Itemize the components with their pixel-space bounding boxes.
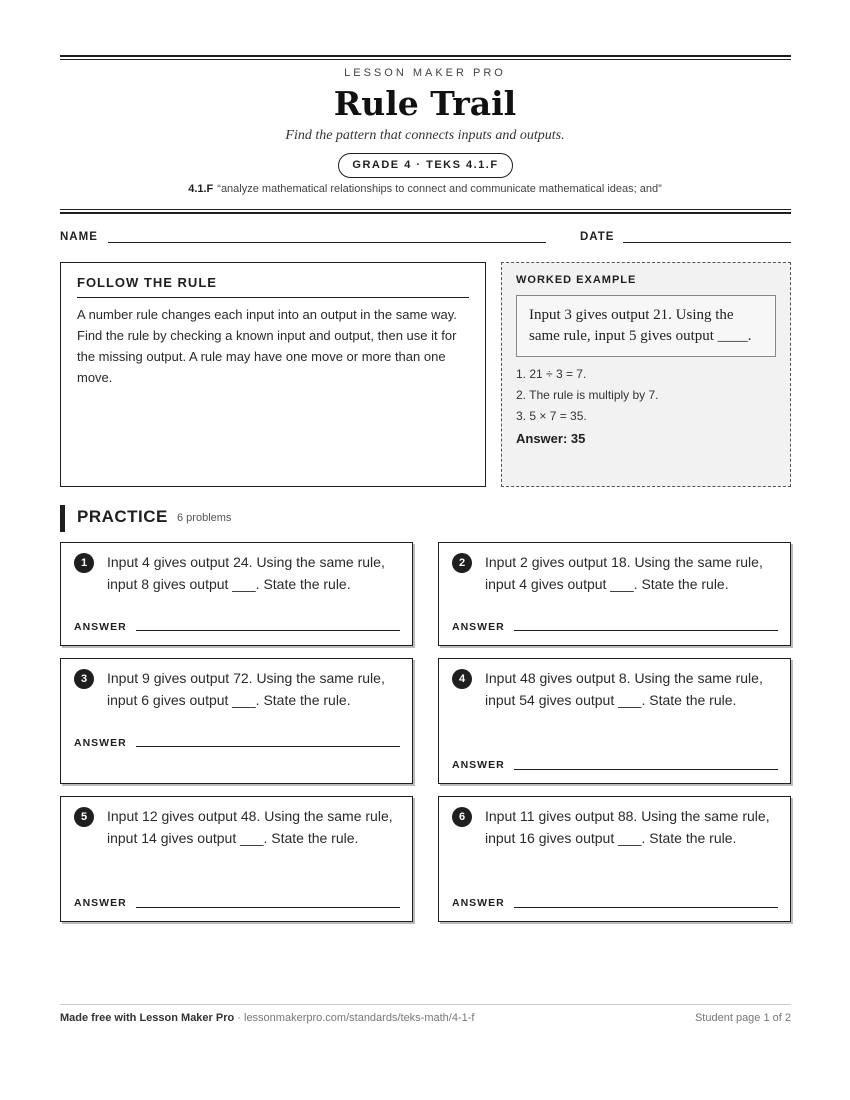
problem-text: Input 12 gives output 48. Using the same rule, input 14 gives output ___. State the rule. xyxy=(107,808,393,846)
follow-rule-text: A number rule changes each input into an output in the same way. Find the rule by checking a known input and output, then use it for the missing output. A rule may have one move or more than one move. xyxy=(77,307,457,385)
footer-page-number: Student page 1 of 2 xyxy=(694,1012,791,1024)
problem-number-badge: 6 xyxy=(452,807,472,827)
footer-rule xyxy=(60,1004,791,1005)
worked-example-heading: WORKED EXAMPLE xyxy=(516,274,637,286)
problem-number-badge: 1 xyxy=(74,553,94,573)
practice-accent-bar xyxy=(60,505,65,532)
problem-number-badge: 4 xyxy=(452,669,472,689)
answer-field[interactable] xyxy=(514,907,778,908)
worked-example-step: 1. 21 ÷ 3 = 7. xyxy=(516,367,587,381)
problem-text: Input 2 gives output 18. Using the same rule, input 4 gives output ___. State the rule. xyxy=(485,554,763,592)
problem-number-badge: 2 xyxy=(452,553,472,573)
footer-made-with: Made free with Lesson Maker Pro xyxy=(60,1012,235,1024)
answer-label: ANSWER xyxy=(74,737,127,749)
name-label: NAME xyxy=(60,231,98,243)
problem-text: Input 11 gives output 88. Using the same rule, input 16 gives output ___. State the rule. xyxy=(485,808,770,846)
answer-label: ANSWER xyxy=(74,897,127,909)
answer-field[interactable] xyxy=(514,630,778,631)
answer-label: ANSWER xyxy=(452,621,505,633)
problem-card-3 xyxy=(60,658,413,784)
worked-example-step: 2. The rule is multiply by 7. xyxy=(516,388,659,402)
header-top-rule-thin xyxy=(60,59,791,60)
date-field[interactable] xyxy=(623,242,791,243)
standard-text: “analyze mathematical relationships to connect and communicate mathematical ideas; and” xyxy=(217,183,662,195)
header-top-rule xyxy=(60,55,791,57)
practice-title: PRACTICE xyxy=(77,507,168,526)
answer-label: ANSWER xyxy=(74,621,127,633)
follow-rule-heading: FOLLOW THE RULE xyxy=(77,275,469,298)
name-field[interactable] xyxy=(108,242,546,243)
problem-text: Input 48 gives output 8. Using the same rule, input 54 gives output ___. State the rule. xyxy=(485,670,763,708)
answer-field[interactable] xyxy=(136,630,400,631)
brand-label: LESSON MAKER PRO xyxy=(344,67,506,79)
grade-badge: GRADE 4 · TEKS 4.1.F xyxy=(338,153,513,178)
worked-example-steps xyxy=(516,364,776,427)
answer-field[interactable] xyxy=(514,769,778,770)
standard-line xyxy=(0,183,850,195)
problem-card-5 xyxy=(60,796,413,922)
problem-text: Input 9 gives output 72. Using the same rule, input 6 gives output ___. State the rule. xyxy=(107,670,385,708)
problem-card-6 xyxy=(438,796,791,922)
header-bottom-rule-thin xyxy=(60,209,791,210)
problem-card-2 xyxy=(438,542,791,646)
problem-number-badge: 5 xyxy=(74,807,94,827)
answer-label: ANSWER xyxy=(452,759,505,771)
worked-example-box xyxy=(501,262,791,487)
date-label: DATE xyxy=(580,231,615,243)
problem-card-1 xyxy=(60,542,413,646)
problem-number-badge: 3 xyxy=(74,669,94,689)
follow-rule-box xyxy=(60,262,486,487)
page-subtitle: Find the pattern that connects inputs and outputs. xyxy=(285,128,565,143)
standard-code: 4.1.F xyxy=(188,183,214,195)
answer-field[interactable] xyxy=(136,907,400,908)
answer-field[interactable] xyxy=(136,746,400,747)
footer-url: · lessonmakerpro.com/standards/teks-math/4-1-f xyxy=(234,1012,475,1024)
header-bottom-rule xyxy=(60,212,791,214)
worked-example-step: 3. 5 × 7 = 35. xyxy=(516,409,587,423)
practice-count: 6 problems xyxy=(177,512,232,524)
worked-example-answer: Answer: 35 xyxy=(516,431,586,446)
answer-label: ANSWER xyxy=(452,897,505,909)
problem-text: Input 4 gives output 24. Using the same rule, input 8 gives output ___. State the rule. xyxy=(107,554,385,592)
worked-example-problem: Input 3 gives output 21. Using the same rule, input 5 gives output ____. xyxy=(516,295,776,357)
footer-credit xyxy=(60,1012,474,1024)
page-title: Rule Trail xyxy=(333,84,517,123)
problem-card-4 xyxy=(438,658,791,784)
